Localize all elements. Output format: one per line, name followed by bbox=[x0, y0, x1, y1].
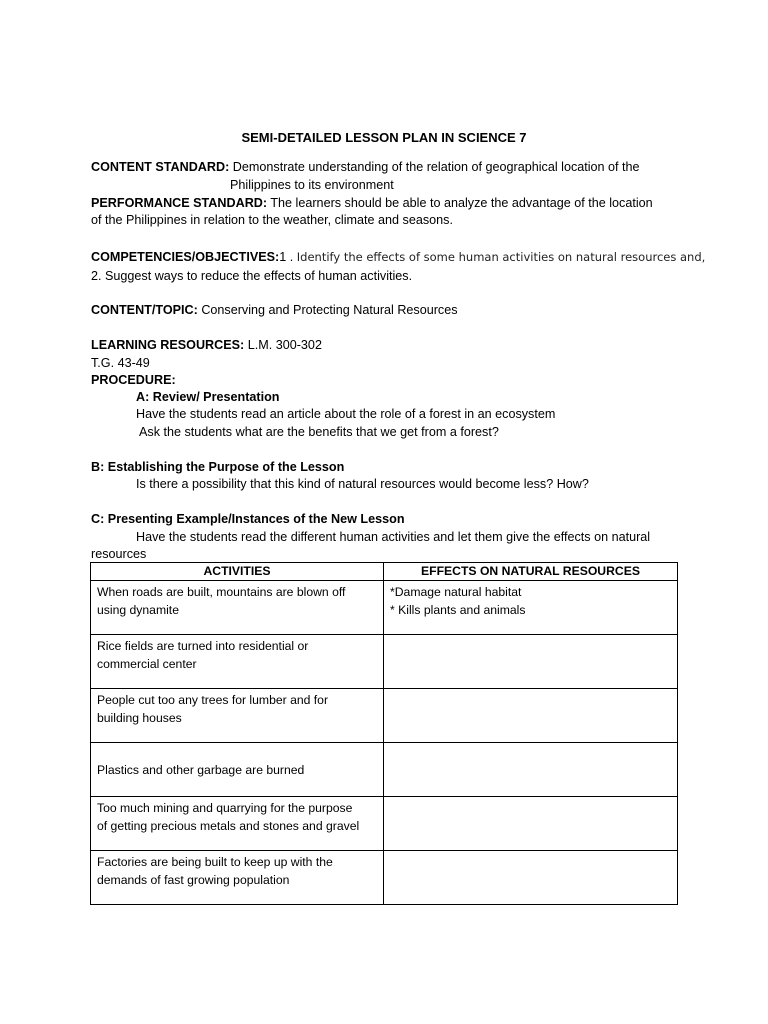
competencies-item1-prefix: 1 . bbox=[279, 250, 294, 264]
table-row bbox=[91, 581, 678, 635]
activity-text: commercial center bbox=[97, 657, 197, 671]
activity-text: Rice fields are turned into residential or bbox=[97, 639, 309, 653]
activity-cell bbox=[91, 581, 384, 635]
content-standard-line2: Philippines to its environment bbox=[230, 178, 394, 192]
effect-cell bbox=[384, 689, 678, 743]
table-row bbox=[91, 743, 678, 797]
procedure-a-line1: Have the students read an article about the role of a forest in an ecosystem bbox=[136, 407, 556, 421]
content-topic-label: CONTENT/TOPIC: bbox=[91, 303, 198, 317]
activity-text: Too much mining and quarrying for the purpose bbox=[97, 801, 353, 815]
activity-text: Factories are being built to keep up with the bbox=[97, 855, 333, 869]
performance-standard-text: The learners should be able to analyze the advantage of the location bbox=[270, 196, 653, 210]
content-topic-line bbox=[91, 302, 458, 318]
table-header-row bbox=[91, 563, 678, 581]
learning-resources-label: LEARNING RESOURCES: bbox=[91, 338, 245, 352]
performance-standard-line1 bbox=[91, 195, 653, 211]
effect-cell bbox=[384, 743, 678, 797]
content-standard-label: CONTENT STANDARD: bbox=[91, 160, 230, 174]
activity-text: Plastics and other garbage are burned bbox=[97, 762, 305, 777]
header-activities: ACTIVITIES bbox=[91, 563, 384, 581]
activity-cell bbox=[91, 635, 384, 689]
effect-cell bbox=[384, 797, 678, 851]
procedure-a-line2: Ask the students what are the benefits that we get from a forest? bbox=[139, 425, 499, 439]
content-standard-line1 bbox=[91, 159, 640, 175]
performance-standard-line2: of the Philippines in relation to the weather, climate and seasons. bbox=[91, 213, 453, 227]
table-row bbox=[91, 635, 678, 689]
table-row bbox=[91, 689, 678, 743]
learning-resources-lm: L.M. 300-302 bbox=[247, 338, 322, 352]
effect-cell bbox=[384, 635, 678, 689]
activity-text: People cut too any trees for lumber and for bbox=[97, 693, 329, 707]
competencies-line1 bbox=[91, 249, 705, 265]
table-row bbox=[91, 851, 678, 905]
activity-text: demands of fast growing population bbox=[97, 873, 290, 887]
content-topic-text: Conserving and Protecting Natural Resources bbox=[201, 303, 458, 317]
effect-cell bbox=[384, 581, 678, 635]
content-standard-text: Demonstrate understanding of the relation of geographical location of the bbox=[232, 160, 640, 174]
competencies-item1-text: Identify the effects of some human activities on natural resources and, bbox=[296, 250, 706, 264]
procedure-b-heading: B: Establishing the Purpose of the Lesson bbox=[91, 460, 345, 474]
activity-text: using dynamite bbox=[97, 603, 179, 617]
activity-cell bbox=[91, 851, 384, 905]
procedure-c-heading: C: Presenting Example/Instances of the New Lesson bbox=[91, 512, 405, 526]
procedure-b-line1: Is there a possibility that this kind of natural resources would become less? How? bbox=[136, 477, 589, 491]
activity-cell bbox=[91, 743, 384, 797]
performance-standard-label: PERFORMANCE STANDARD: bbox=[91, 196, 268, 210]
activities-table bbox=[90, 562, 678, 905]
effect-cell bbox=[384, 851, 678, 905]
page-title: SEMI-DETAILED LESSON PLAN IN SCIENCE 7 bbox=[241, 130, 527, 145]
header-effects: EFFECTS ON NATURAL RESOURCES bbox=[384, 563, 678, 581]
activity-text: When roads are built, mountains are blown off bbox=[97, 585, 346, 599]
competencies-label: COMPETENCIES/OBJECTIVES: bbox=[91, 250, 280, 264]
activity-cell bbox=[91, 797, 384, 851]
learning-resources-tg: T.G. 43-49 bbox=[91, 356, 150, 370]
procedure-c-line1: Have the students read the different human activities and let them give the effects on natural bbox=[136, 530, 651, 544]
activity-text: building houses bbox=[97, 711, 182, 725]
effect-text: *Damage natural habitat bbox=[390, 585, 522, 599]
table-row bbox=[91, 797, 678, 851]
procedure-c-line2: resources bbox=[91, 547, 147, 561]
procedure-label: PROCEDURE: bbox=[91, 373, 176, 387]
learning-resources-line bbox=[91, 337, 322, 353]
activity-cell bbox=[91, 689, 384, 743]
competencies-item2: 2. Suggest ways to reduce the effects of human activities. bbox=[91, 269, 413, 283]
activity-text: of getting precious metals and stones and gravel bbox=[97, 819, 360, 833]
effect-text: * Kills plants and animals bbox=[390, 603, 526, 617]
procedure-a-heading: A: Review/ Presentation bbox=[136, 390, 280, 404]
